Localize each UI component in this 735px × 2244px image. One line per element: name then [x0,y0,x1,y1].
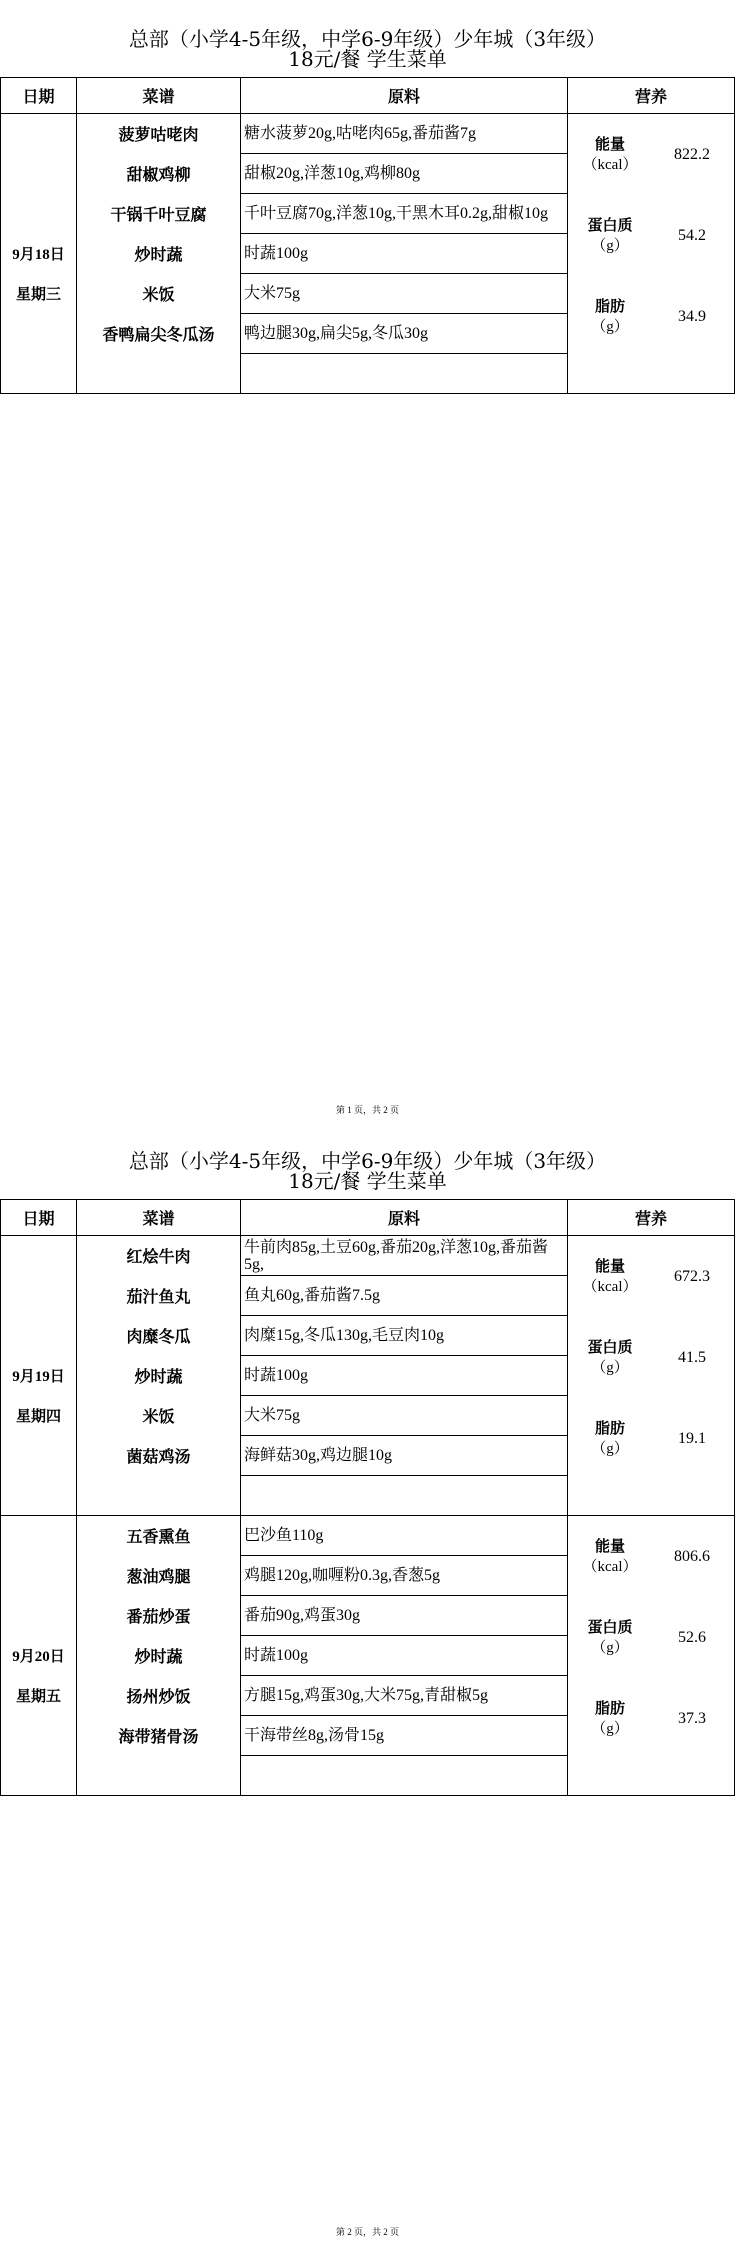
dish-name: 红烩牛肉 [77,1236,241,1276]
header-row [1,78,735,114]
date-cell [1,1716,77,1756]
dish-name: 菌菇鸡汤 [77,1436,241,1476]
nutrition-name: 能量 [594,136,625,153]
day-block [1,114,735,394]
dish-cell-empty [77,354,241,394]
header-menu: 菜谱 [77,78,241,114]
dish-name: 香鸭扁尖冬瓜汤 [77,314,241,354]
menu-row [1,1236,735,1276]
ingredients-cell-empty [241,1756,568,1796]
nutrition-unit: （g） [591,1440,629,1457]
nutrition-label [568,1338,652,1378]
nutrition-name: 蛋白质 [587,1619,633,1636]
nutrition-label [568,1537,652,1577]
dish-name: 番茄炒蛋 [77,1596,241,1636]
nutrition-label [568,1419,652,1459]
nutrition-cell [568,114,735,394]
weekday-label: 星期四 [1,1396,77,1436]
nutrition-name: 蛋白质 [587,1339,633,1356]
date-cell [1,1316,77,1356]
date-cell [1,194,77,234]
ingredients-cell: 番茄90g,鸡蛋30g [241,1596,568,1636]
dish-name: 葱油鸡腿 [77,1556,241,1596]
date-label: 9月19日 [1,1356,77,1396]
dish-name: 米饭 [77,1396,241,1436]
nutrition-energy [568,1516,734,1597]
nutrition-unit: （g） [591,237,629,254]
menu-row [1,1516,735,1556]
title-line-1: 总部（小学4-5年级，中学6-9年级）少年城（3年级） [128,1149,607,1173]
nutrition-unit: （kcal） [582,1558,638,1575]
date-cell [1,154,77,194]
day-block [1,1516,735,1796]
dish-name: 炒时蔬 [77,1356,241,1396]
date-cell [1,1276,77,1316]
nutrition-label [568,135,652,175]
nutrition-value: 822.2 [674,145,710,163]
ingredients-cell: 方腿15g,鸡蛋30g,大米75g,青甜椒5g [241,1676,568,1716]
nutrition-value: 41.5 [678,1348,706,1366]
ingredients-cell: 鱼丸60g,番茄酱7.5g [241,1276,568,1316]
nutrition-label [568,1257,652,1297]
title-line-2: 18元/餐 学生菜单 [288,1169,447,1193]
ingredients-cell: 鸭边腿30g,扁尖5g,冬瓜30g [241,314,568,354]
date-cell [1,1556,77,1596]
ingredients-cell: 时蔬100g [241,1356,568,1396]
nutrition-cell [568,1516,735,1796]
nutrition-unit: （g） [591,1639,629,1656]
dish-name: 干锅千叶豆腐 [77,194,241,234]
nutrition-protein [568,195,734,276]
dish-name: 海带猪骨汤 [77,1716,241,1756]
ingredients-cell: 时蔬100g [241,1636,568,1676]
date-cell [1,354,77,394]
nutrition-value: 672.3 [674,1267,710,1285]
header-nutrition: 营养 [568,1200,735,1236]
title-line-1: 总部（小学4-5年级，中学6-9年级）少年城（3年级） [128,27,607,51]
nutrition-energy [568,114,734,195]
nutrition-name: 脂肪 [594,1700,625,1717]
nutrition-label [568,1699,652,1739]
ingredients-cell: 海鲜菇30g,鸡边腿10g [241,1436,568,1476]
dish-name: 菠萝咕咾肉 [77,114,241,154]
menu-row [1,114,735,154]
nutrition-unit: （kcal） [582,1278,638,1295]
date-cell [1,114,77,154]
ingredients-cell: 千叶豆腐70g,洋葱10g,干黑木耳0.2g,甜椒10g [241,194,568,234]
nutrition-protein [568,1317,734,1398]
nutrition-cell [568,1236,735,1516]
date-cell [1,314,77,354]
nutrition-value: 34.9 [678,307,706,325]
ingredients-cell-empty [241,354,568,394]
nutrition-name: 脂肪 [594,298,625,315]
day-block [1,1236,735,1516]
page-title [0,1151,735,1191]
dish-name: 甜椒鸡柳 [77,154,241,194]
nutrition-label [568,1618,652,1658]
ingredients-cell-empty [241,1476,568,1516]
dish-name: 炒时蔬 [77,234,241,274]
dish-cell-empty [77,1756,241,1796]
date-cell [1,1476,77,1516]
ingredients-cell: 干海带丝8g,汤骨15g [241,1716,568,1756]
header-date: 日期 [1,78,77,114]
ingredients-cell: 牛前肉85g,土豆60g,番茄20g,洋葱10g,番茄酱5g, [241,1236,568,1276]
weekday-label: 星期三 [1,274,77,314]
dish-name: 扬州炒饭 [77,1676,241,1716]
nutrition-value: 54.2 [678,226,706,244]
dish-name: 米饭 [77,274,241,314]
date-cell [1,1516,77,1556]
dish-name: 五香熏鱼 [77,1516,241,1556]
page-footer: 第 2 页，共 2 页 [335,2227,399,2237]
ingredients-cell: 肉糜15g,冬瓜130g,毛豆肉10g [241,1316,568,1356]
nutrition-fat [568,1398,734,1479]
header-nutrition: 营养 [568,78,735,114]
nutrition-fat [568,1678,734,1759]
nutrition-value: 806.6 [674,1547,710,1565]
header-ingredients: 原料 [241,1200,568,1236]
date-cell [1,1436,77,1476]
nutrition-value: 19.1 [678,1429,706,1447]
nutrition-name: 能量 [594,1538,625,1555]
nutrition-name: 能量 [594,1258,625,1275]
nutrition-name: 蛋白质 [587,217,633,234]
dish-name: 炒时蔬 [77,1636,241,1676]
ingredients-cell: 糖水菠萝20g,咕咾肉65g,番茄酱7g [241,114,568,154]
nutrition-value: 37.3 [678,1709,706,1727]
ingredients-cell: 甜椒20g,洋葱10g,鸡柳80g [241,154,568,194]
nutrition-protein [568,1597,734,1678]
page-2 [0,1122,735,2244]
dish-name: 肉糜冬瓜 [77,1316,241,1356]
header-ingredients: 原料 [241,78,568,114]
menu-table [0,77,735,394]
nutrition-label [568,297,652,337]
date-cell [1,1596,77,1636]
ingredients-cell: 鸡腿120g,咖喱粉0.3g,香葱5g [241,1556,568,1596]
nutrition-energy [568,1236,734,1317]
header-date: 日期 [1,1200,77,1236]
nutrition-unit: （g） [591,318,629,335]
ingredients-cell: 时蔬100g [241,234,568,274]
nutrition-unit: （kcal） [582,156,638,173]
nutrition-label [568,216,652,256]
nutrition-name: 脂肪 [594,1420,625,1437]
header-menu: 菜谱 [77,1200,241,1236]
nutrition-fat [568,276,734,357]
page-footer: 第 1 页，共 2 页 [335,1105,399,1115]
header-row [1,1200,735,1236]
ingredients-cell: 大米75g [241,274,568,314]
menu-table [0,1199,735,1796]
ingredients-cell: 大米75g [241,1396,568,1436]
title-line-2: 18元/餐 学生菜单 [288,47,447,71]
date-cell [1,1756,77,1796]
dish-name: 茄汁鱼丸 [77,1276,241,1316]
date-cell [1,1236,77,1276]
nutrition-unit: （g） [591,1720,629,1737]
dish-cell-empty [77,1476,241,1516]
nutrition-unit: （g） [591,1359,629,1376]
date-label: 9月18日 [1,234,77,274]
nutrition-value: 52.6 [678,1628,706,1646]
date-label: 9月20日 [1,1636,77,1676]
page-title [0,29,735,69]
weekday-label: 星期五 [1,1676,77,1716]
ingredients-cell: 巴沙鱼110g [241,1516,568,1556]
